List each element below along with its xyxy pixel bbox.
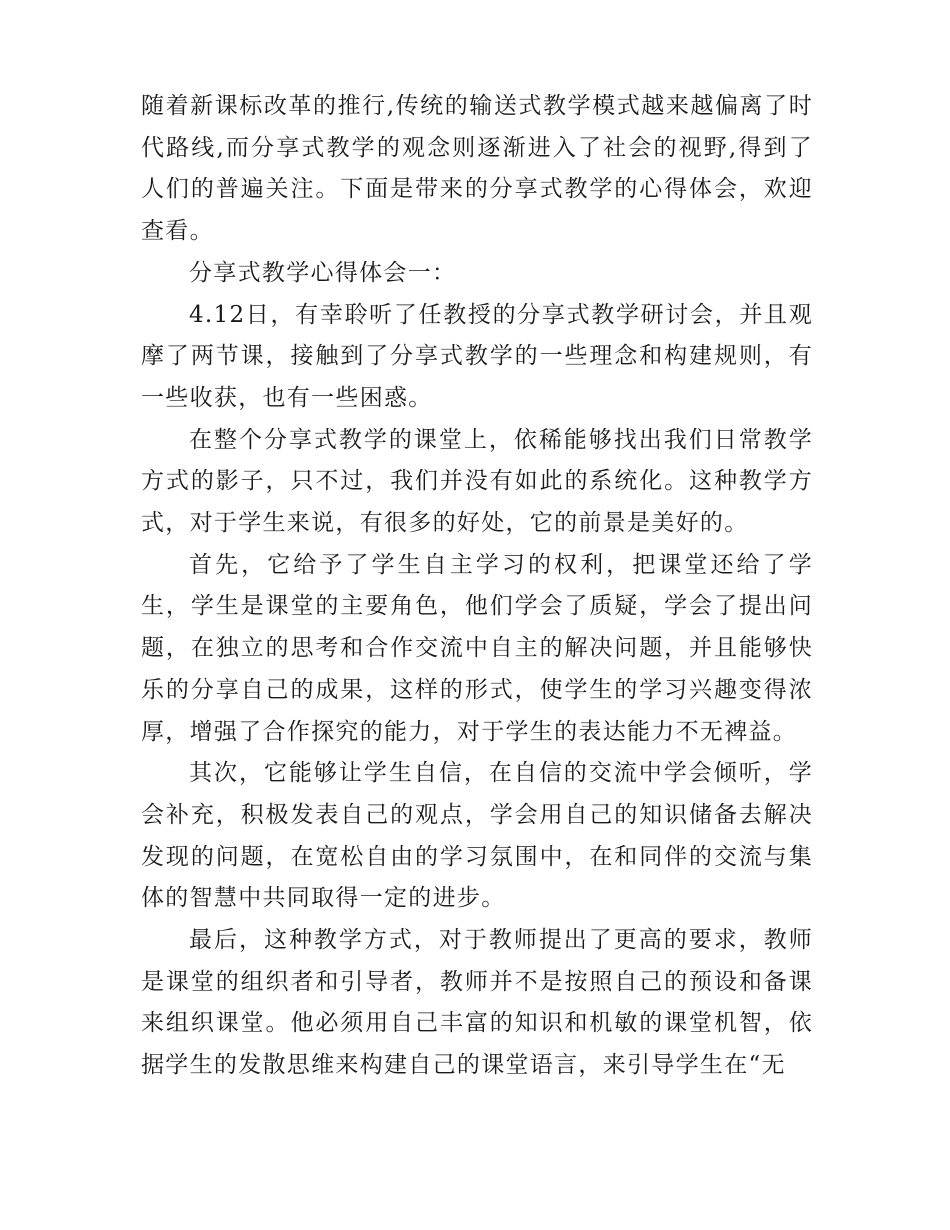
document-page: [141, 86, 813, 1087]
paragraph-first-point: 首先，它给予了学生自主学习的权利，把课堂还给了学生，学生是课堂的主要角色，他们学会了质疑，学会了提出问题，在独立的思考和合作交流中自主的解决问题，并且能够快乐的分享自己的成果，这样的形式，使学生的学习兴趣变得浓厚，增强了合作探究的能力，对于学生的表达能力不无裨益。: [141, 551, 813, 745]
paragraph-third-point: 最后，这种教学方式，对于教师提出了更高的要求，教师是课堂的组织者和引导者，教师并不是按照自己的预设和备课来组织课堂。他必须用自己丰富的知识和机敏的课堂机智，依据学生的发散思维来构建自己的课堂语言，来引导学生在“无: [141, 927, 813, 1079]
paragraph-seminar: 4.12日，有幸聆听了任教授的分享式教学研讨会，并且观摩了两节课，接触到了分享式教学的一些理念和构建规则，有一些收获，也有一些困惑。: [141, 301, 813, 411]
paragraph-intro: 随着新课标改革的推行,传统的输送式教学模式越来越偏离了时代路线,而分享式教学的观念则逐渐进入了社会的视野,得到了人们的普遍关注。下面是带来的分享式教学的心得体会，欢迎查看。: [141, 93, 813, 245]
paragraph-section-heading: 分享式教学心得体会一：: [189, 259, 457, 286]
paragraph-second-point: 其次，它能够让学生自信，在自信的交流中学会倾听，学会补充，积极发表自己的观点，学会用自己的知识储备去解决发现的问题，在宽松自由的学习氛围中，在和同伴的交流与集体的智慧中共同取得一定的进步。: [141, 760, 813, 912]
paragraph-observation: 在整个分享式教学的课堂上，依稀能够找出我们日常教学方式的影子，只不过，我们并没有如此的系统化。这种教学方式，对于学生来说，有很多的好处，它的前景是美好的。: [141, 426, 813, 537]
